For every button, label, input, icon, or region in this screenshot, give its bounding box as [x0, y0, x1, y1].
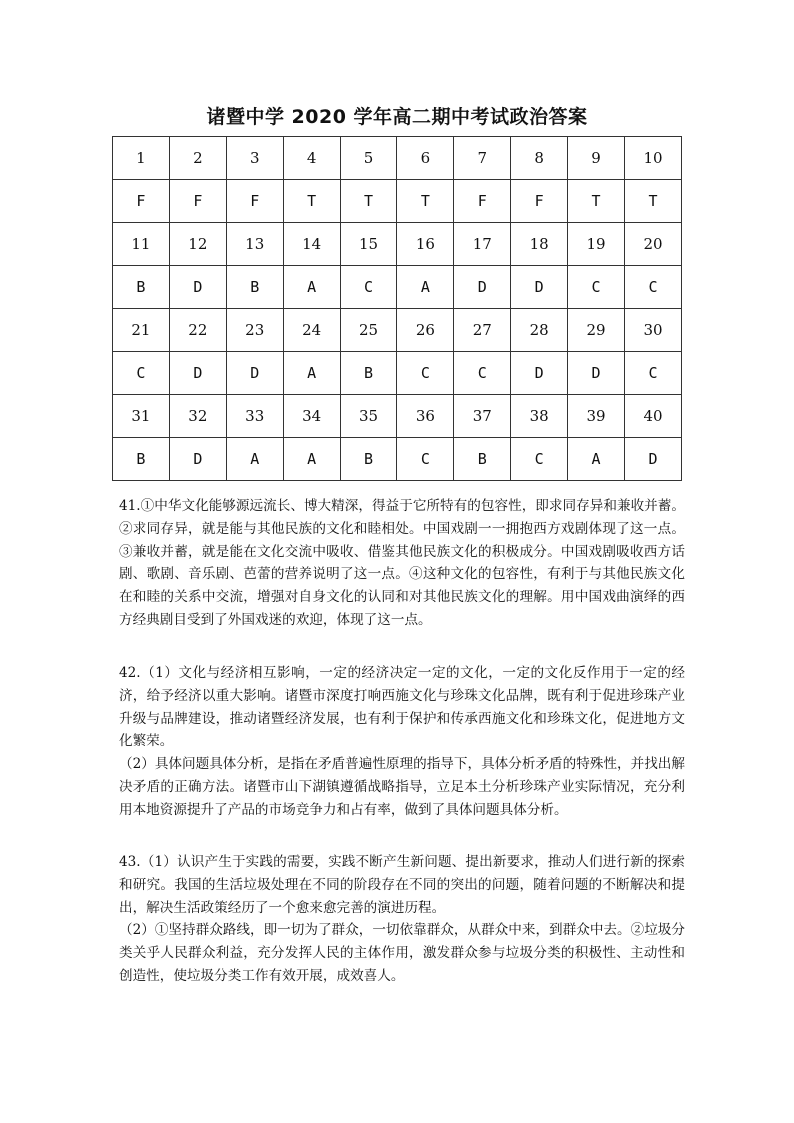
- answer-key-cell: F: [113, 180, 170, 223]
- answer-table: [112, 136, 682, 481]
- answer-key-cell: C: [397, 352, 454, 395]
- question-number-cell: 15: [340, 223, 397, 266]
- answer-42-part2: （2）具体问题具体分析，是指在矛盾普遍性原理的指导下，具体分析矛盾的特殊性，并找出解决矛盾的正确方法。诸暨市山下湖镇遵循战略指导，立足本土分析珍珠产业实际情况，充分利用本地资源提升了产品的市场竞争力和占有率，做到了具体问题具体分析。: [119, 756, 685, 818]
- question-number-cell: 30: [625, 309, 682, 352]
- question-number-cell: 21: [113, 309, 170, 352]
- question-number-cell: 27: [454, 309, 511, 352]
- answer-key-cell: A: [283, 266, 340, 309]
- answer-key-cell: C: [113, 352, 170, 395]
- question-number-row: [113, 309, 682, 352]
- question-number-cell: 8: [511, 137, 568, 180]
- question-number-cell: 22: [169, 309, 226, 352]
- question-number-cell: 26: [397, 309, 454, 352]
- question-number-cell: 7: [454, 137, 511, 180]
- answer-key-cell: D: [169, 352, 226, 395]
- question-number-cell: 24: [283, 309, 340, 352]
- answer-key-cell: C: [625, 266, 682, 309]
- question-number-cell: 12: [169, 223, 226, 266]
- answer-key-cell: A: [568, 438, 625, 481]
- question-number-cell: 23: [226, 309, 283, 352]
- answer-key-cell: B: [454, 438, 511, 481]
- answer-key-cell: F: [226, 180, 283, 223]
- answer-key-cell: D: [511, 352, 568, 395]
- question-number-row: [113, 223, 682, 266]
- answer-key-cell: C: [454, 352, 511, 395]
- question-number-row: [113, 137, 682, 180]
- question-number-cell: 9: [568, 137, 625, 180]
- answer-key-cell: C: [511, 438, 568, 481]
- answer-key-cell: C: [340, 266, 397, 309]
- answer-key-cell: B: [340, 352, 397, 395]
- question-number-cell: 18: [511, 223, 568, 266]
- answer-key-cell: T: [625, 180, 682, 223]
- answer-key-cell: T: [397, 180, 454, 223]
- question-number-cell: 16: [397, 223, 454, 266]
- answer-key-cell: B: [113, 266, 170, 309]
- answer-key-cell: D: [169, 266, 226, 309]
- answer-41: [119, 495, 685, 632]
- answer-key-row: [113, 180, 682, 223]
- question-number-cell: 28: [511, 309, 568, 352]
- question-number-cell: 17: [454, 223, 511, 266]
- question-number-cell: 19: [568, 223, 625, 266]
- answer-key-cell: D: [454, 266, 511, 309]
- answer-key-cell: T: [568, 180, 625, 223]
- answer-key-cell: C: [625, 352, 682, 395]
- question-number-cell: 32: [169, 395, 226, 438]
- question-number-cell: 25: [340, 309, 397, 352]
- question-number-cell: 13: [226, 223, 283, 266]
- answer-42-part1: 42.（1）文化与经济相互影响，一定的经济决定一定的文化，一定的文化反作用于一定的经济，给予经济以重大影响。诸暨市深度打响西施文化与珍珠文化品牌，既有利于促进珍珠产业升级与品牌建设，推动诸暨经济发展，也有利于保护和传承西施文化和珍珠文化，促进地方文化繁荣。: [119, 665, 685, 750]
- question-number-cell: 10: [625, 137, 682, 180]
- question-number-cell: 3: [226, 137, 283, 180]
- question-number-cell: 36: [397, 395, 454, 438]
- answer-key-cell: C: [568, 266, 625, 309]
- question-number-cell: 38: [511, 395, 568, 438]
- page-title: 诸暨中学 2020 学年高二期中考试政治答案: [206, 106, 588, 128]
- question-number-cell: 37: [454, 395, 511, 438]
- answer-key-cell: F: [454, 180, 511, 223]
- answer-key-cell: B: [340, 438, 397, 481]
- answer-key-cell: D: [625, 438, 682, 481]
- answer-key-cell: T: [340, 180, 397, 223]
- answer-key-row: [113, 438, 682, 481]
- question-number-cell: 34: [283, 395, 340, 438]
- answer-key-cell: A: [283, 438, 340, 481]
- question-number-cell: 2: [169, 137, 226, 180]
- answer-key-cell: A: [397, 266, 454, 309]
- answer-42: [119, 662, 685, 822]
- question-number-cell: 5: [340, 137, 397, 180]
- answer-key-cell: B: [226, 266, 283, 309]
- answer-key-row: [113, 266, 682, 309]
- answer-key-cell: A: [283, 352, 340, 395]
- answer-key-cell: F: [169, 180, 226, 223]
- question-number-cell: 4: [283, 137, 340, 180]
- answer-key-cell: D: [511, 266, 568, 309]
- question-number-cell: 1: [113, 137, 170, 180]
- answer-43: [119, 851, 685, 988]
- question-number-cell: 35: [340, 395, 397, 438]
- question-number-cell: 20: [625, 223, 682, 266]
- answer-43-part1: 43.（1）认识产生于实践的需要，实践不断产生新问题、提出新要求，推动人们进行新的探索和研究。我国的生活垃圾处理在不同的阶段存在不同的突出的问题，随着问题的不断解决和提出，解决生活政策经历了一个愈来愈完善的演进历程。: [119, 854, 685, 916]
- answer-key-cell: C: [397, 438, 454, 481]
- question-number-cell: 11: [113, 223, 170, 266]
- question-number-cell: 14: [283, 223, 340, 266]
- question-number-cell: 29: [568, 309, 625, 352]
- answer-key-cell: F: [511, 180, 568, 223]
- answer-key-cell: D: [169, 438, 226, 481]
- question-number-cell: 6: [397, 137, 454, 180]
- question-number-cell: 40: [625, 395, 682, 438]
- answer-43-part2: （2）①坚持群众路线，即一切为了群众，一切依靠群众，从群众中来，到群众中去。②垃圾分类关乎人民群众利益，充分发挥人民的主体作用，激发群众参与垃圾分类的积极性、主动性和创造性，使垃圾分类工作有效开展，成效喜人。: [119, 922, 685, 984]
- answer-key-cell: D: [568, 352, 625, 395]
- question-number-cell: 39: [568, 395, 625, 438]
- answer-key-row: [113, 352, 682, 395]
- answer-key-cell: B: [113, 438, 170, 481]
- question-number-cell: 33: [226, 395, 283, 438]
- question-number-row: [113, 395, 682, 438]
- answer-41-text: 41.①中华文化能够源远流长、博大精深，得益于它所特有的包容性，即求同存异和兼收并蓄。②求同存异，就是能与其他民族的文化和睦相处。中国戏剧一一拥抱西方戏剧体现了这一点。③兼收并蓄，就是能在文化交流中吸收、借鉴其他民族文化的积极成分。中国戏剧吸收西方话剧、歌剧、音乐剧、芭蕾的营养说明了这一点。④这种文化的包容性，有利于与其他民族文化在和睦的关系中交流，增强对自身文化的认同和对其他民族文化的理解。用中国戏曲演绎的西方经典剧目受到了外国戏迷的欢迎，体现了这一点。: [119, 498, 685, 628]
- answer-key-cell: T: [283, 180, 340, 223]
- answer-key-cell: A: [226, 438, 283, 481]
- question-number-cell: 31: [113, 395, 170, 438]
- answer-key-cell: D: [226, 352, 283, 395]
